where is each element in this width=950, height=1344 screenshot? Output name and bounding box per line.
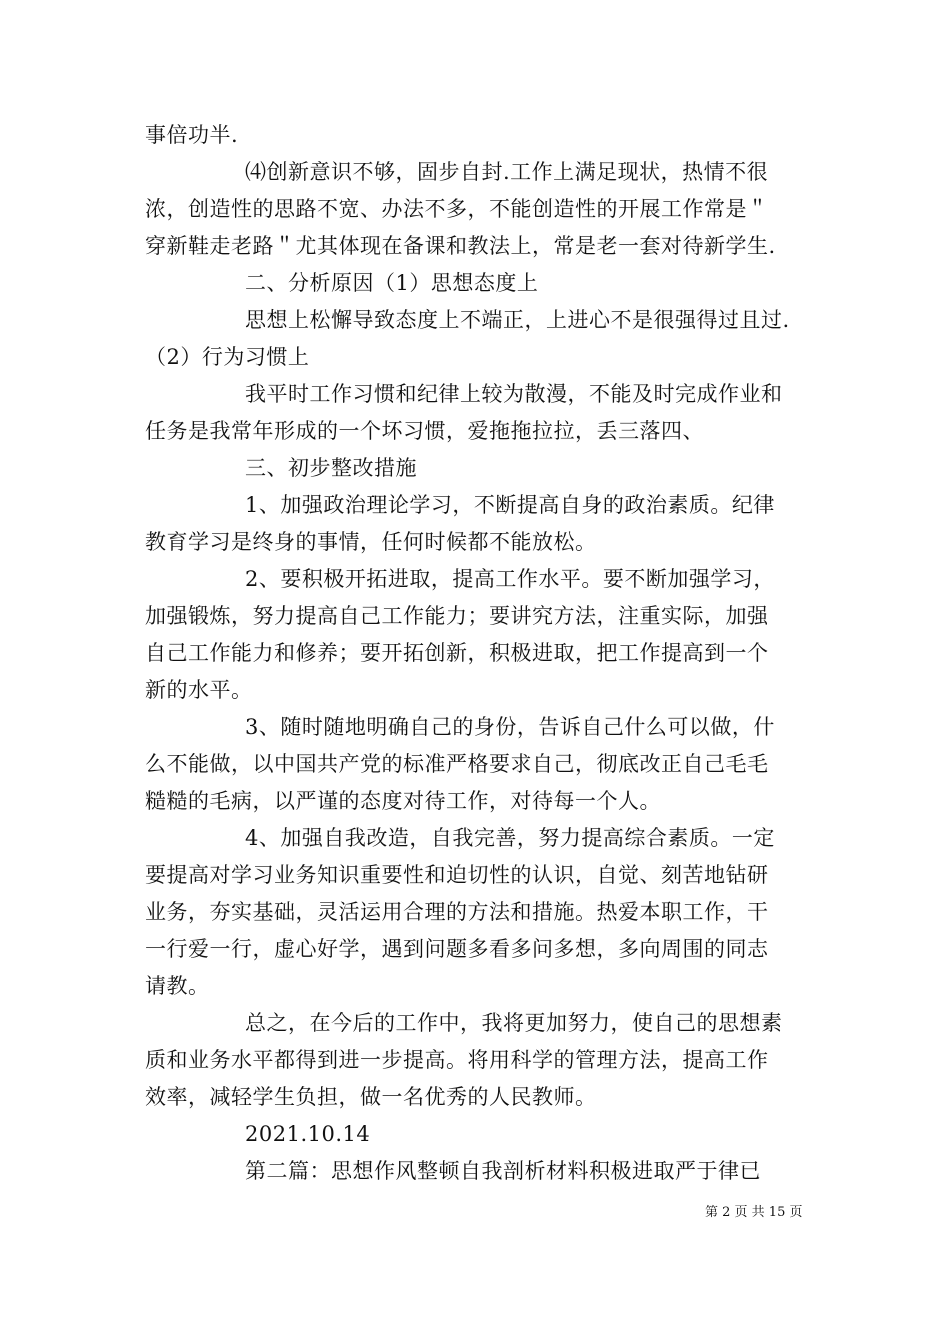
text-line: 请教。 xyxy=(145,974,210,998)
text-line: 3、随时随地明确自己的身份，告诉自己什么可以做，什 xyxy=(245,715,775,739)
text-line: 1、加强政治理论学习，不断提高自身的政治素质。纪律 xyxy=(245,493,775,517)
text-line: 任务是我常年形成的一个坏习惯，爱拖拖拉拉，丢三落四、 xyxy=(145,419,704,443)
text-line: 一行爱一行，虚心好学，遇到问题多看多问多想，多向周围的同志 xyxy=(145,937,769,961)
text-line: 事倍功半. xyxy=(145,123,239,147)
text-line: 第二篇：思想作风整顿自我剖析材料积极进取严于律已 xyxy=(245,1159,761,1183)
text-line: 质和业务水平都得到进一步提高。将用科学的管理方法，提高工作 xyxy=(145,1048,769,1072)
text-line: 总之，在今后的工作中，我将更加努力，使自己的思想素 xyxy=(245,1011,783,1035)
text-line: 穿新鞋走老路＂尤其体现在备课和教法上，常是老一套对待新学生. xyxy=(145,234,776,258)
text-line: 新的水平。 xyxy=(145,678,253,702)
text-line: 教育学习是终身的事情，任何时候都不能放松。 xyxy=(145,530,597,554)
text-line: （2）行为习惯上 xyxy=(145,345,310,369)
text-line: 加强锻炼，努力提高自己工作能力；要讲究方法，注重实际，加强 xyxy=(145,604,769,628)
page-number-footer: 第 2 页 共 15 页 xyxy=(705,1205,803,1220)
text-line: 2、要积极开拓进取，提高工作水平。要不断加强学习， xyxy=(245,567,775,591)
text-line: 2021.10.14 xyxy=(245,1122,371,1146)
text-line: 糙糙的毛病，以严谨的态度对待工作，对待每一个人。 xyxy=(145,789,661,813)
text-line: 要提高对学习业务知识重要性和迫切性的认识，自觉、刻苦地钻研 xyxy=(145,863,769,887)
text-line: 思想上松懈导致态度上不端正，上进心不是很强得过且过. xyxy=(245,308,790,332)
text-line: 浓，创造性的思路不宽、办法不多，不能创造性的开展工作常是＂ xyxy=(145,197,769,221)
text-line: 业务，夯实基础，灵活运用合理的方法和措施。热爱本职工作，干 xyxy=(145,900,769,924)
text-line: ⑷创新意识不够，固步自封.工作上满足现状，热情不很 xyxy=(245,160,769,184)
text-line: 效率，减轻学生负担，做一名优秀的人民教师。 xyxy=(145,1085,597,1109)
text-line: 自己工作能力和修养；要开拓创新，积极进取，把工作提高到一个 xyxy=(145,641,769,665)
text-line: 4、加强自我改造，自我完善，努力提高综合素质。一定 xyxy=(245,826,775,850)
document-body xyxy=(145,117,810,1190)
text-line: 我平时工作习惯和纪律上较为散漫，不能及时完成作业和 xyxy=(245,382,783,406)
text-line: 么不能做，以中国共产党的标准严格要求自己，彻底改正自己毛毛 xyxy=(145,752,769,776)
text-line: 二、分析原因（1）思想态度上 xyxy=(245,271,539,295)
text-line: 三、初步整改措施 xyxy=(245,456,417,480)
